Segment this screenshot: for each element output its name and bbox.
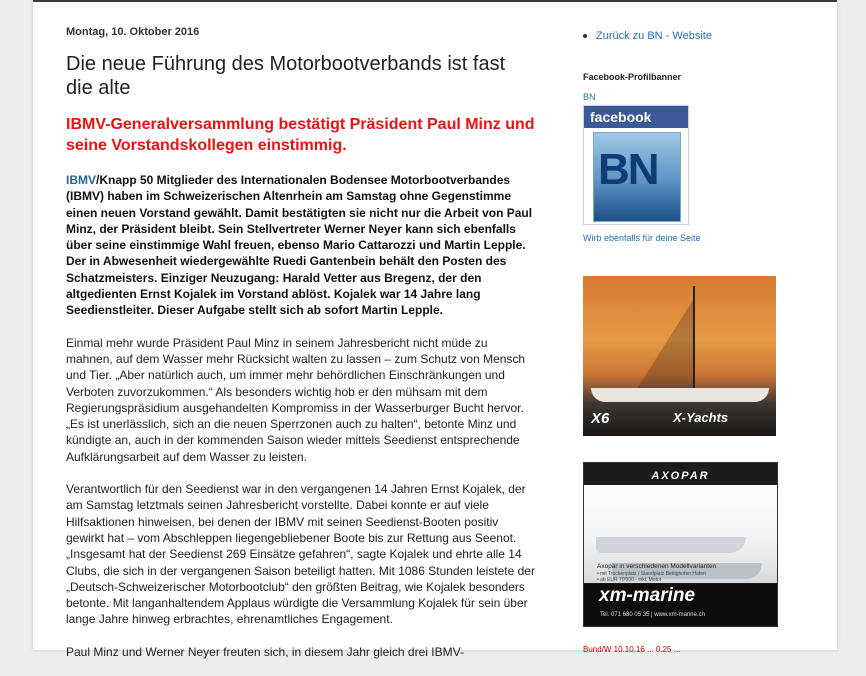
x-yachts-brand-label: X-Yachts xyxy=(673,410,729,425)
post-date: Montag, 10. Oktober 2016 xyxy=(66,26,200,38)
mast-shape xyxy=(693,286,695,396)
post-subtitle: IBMV-Generalversammlung bestätigt Präsident Paul Minz und seine Vorstandskollegen einstimmig. xyxy=(66,116,535,154)
ad-contact-line: Tel. 071 680 05 35 | www.xm-marine.ch xyxy=(600,612,705,618)
facebook-logo: facebook xyxy=(584,106,688,128)
body-paragraph-1: Einmal mehr wurde Präsident Paul Minz in seinem Jahresbericht nicht müde zu mahnen, auf dem Wasser mehr Rücksicht walten zu lassen – zum Schutz von Mensch und Tier. „Aber natürlich auch, um immer mehr behördlichen Einschränkungen und Verboten zuvorzukommen.“ Als besonders wichtig hob er den mühsam mit dem Regierungspräsidium ausgehandelten Kompromiss in der Wasserburger Bucht hervor. „Es ist unerlässlich, sich an die neuen Sperrzonen auch zu halten“, betonte Minz und kündigte an, auch in der kommenden Saison wieder mittels Seedienst entsprechende Aufklärungsarbeit auf dem Wasser zu leisten. xyxy=(66,335,526,464)
ad-caption xyxy=(597,563,716,583)
back-link[interactable]: Zurück zu BN - Website xyxy=(596,30,712,42)
bullet-icon xyxy=(583,34,587,38)
lead-paragraph xyxy=(66,172,536,319)
ad-caption-bullets: • mit Trockenplatz / Standplatz Bettighofen Hafen • ab EUR 70'000.- inkl. Motor xyxy=(597,571,706,583)
axopar-logo: AXOPAR xyxy=(651,470,710,482)
bn-logo-letters: BN xyxy=(598,145,658,194)
sidebar xyxy=(583,30,793,627)
facebook-banner-heading: Facebook-Profilbanner xyxy=(583,72,682,82)
body-paragraph-3: Paul Minz und Werner Neyer freuten sich, in diesem Jahr gleich drei IBMV- xyxy=(66,644,464,659)
x6-model-label: X6 xyxy=(591,410,610,427)
back-link-item[interactable] xyxy=(583,30,793,42)
bn-profile-image xyxy=(593,132,681,222)
lead-source-link[interactable]: IBMV xyxy=(66,173,96,187)
sail-shape xyxy=(635,300,693,392)
facebook-profile-banner[interactable] xyxy=(583,105,689,225)
post-title[interactable]: Die neue Führung des Motorbootverbands ist fast die alte xyxy=(66,53,506,99)
body-paragraph-2: Verantwortlich für den Seedienst war in den vergangenen 14 Jahren Ernst Kojalek, der am Samstag letztmals seinen Jahresbericht vorstellte. Dabei konnte er auf viele Hilfsaktionen hinweisen, bei denen der IBMV mit seinen Seedienst-Booten positiv gewirkt hat – vom Abschleppen liegengebliebener Boote bis zur Rettung aus Seenot. „Insgesamt hat der Seedienst 269 Einsätze gefahren“, sagte Kojalek und ehrte alle 14 Clubs, die sich in der vergangenen Saison beteiligt hatten. Mit 1086 Stunden leistete der „Deutsch-Schweizerischer Motorbootclub“ den größten Beitrag, wie Kojalek besonders betonte. Mit langanhaltendem Applaus würdigte die Versammlung Kojalek für sein über lange Jahre hinweg erbrachtes, ehrenamtliches Engagement. xyxy=(66,482,535,627)
ad-caption-title: Axopar in verschiedenen Modellvarianten xyxy=(597,563,717,570)
lead-text: /Knapp 50 Mitglieder des Internationalen Bodensee Motorbootverbandes (IBMV) haben im Schweizerischen Altenrhein am Samstag ohne Gegenstimme einen neuen Vorstand gewählt. Damit bestätigten sie nicht nur die Arbeit von Paul Minz, der Präsident bleibt. Sein Stellvertreter Werner Neyer kann sich ebenfalls über seine einstimmige Wahl freuen, ebenso Mario Cattarozzi und Martin Lepple. Der in Abwesenheit wiedergewählte Ruedi Gantenbein behält den Posten des Schatzmeisters. Einziger Neuzugang: Harald Vetter aus Bregenz, der den altgedienten Ernst Kojalek im Vorstand ablöst. Kojalek war 14 Jahre lang Seedienstleiter. Dieser Aufgabe stellt sich ab sofort Martin Lepple. xyxy=(66,173,533,318)
yacht-hull-shape xyxy=(591,388,769,402)
x-yachts-ad-banner[interactable] xyxy=(583,276,776,436)
motorboat-1-shape xyxy=(596,537,746,553)
post-column xyxy=(66,26,536,676)
xm-marine-brand: xm-marine xyxy=(599,585,696,606)
blog-page xyxy=(33,0,837,659)
facebook-profile-name-link[interactable]: BN xyxy=(583,92,596,102)
top-bar xyxy=(33,0,837,2)
sidebar-cut-off-link[interactable]: Bund/W 10.10.16 ... 0.25 ... xyxy=(583,645,681,654)
promote-page-link[interactable]: Wirb ebenfalls für deine Seite xyxy=(583,233,701,243)
xm-marine-ad-banner[interactable] xyxy=(583,462,778,627)
